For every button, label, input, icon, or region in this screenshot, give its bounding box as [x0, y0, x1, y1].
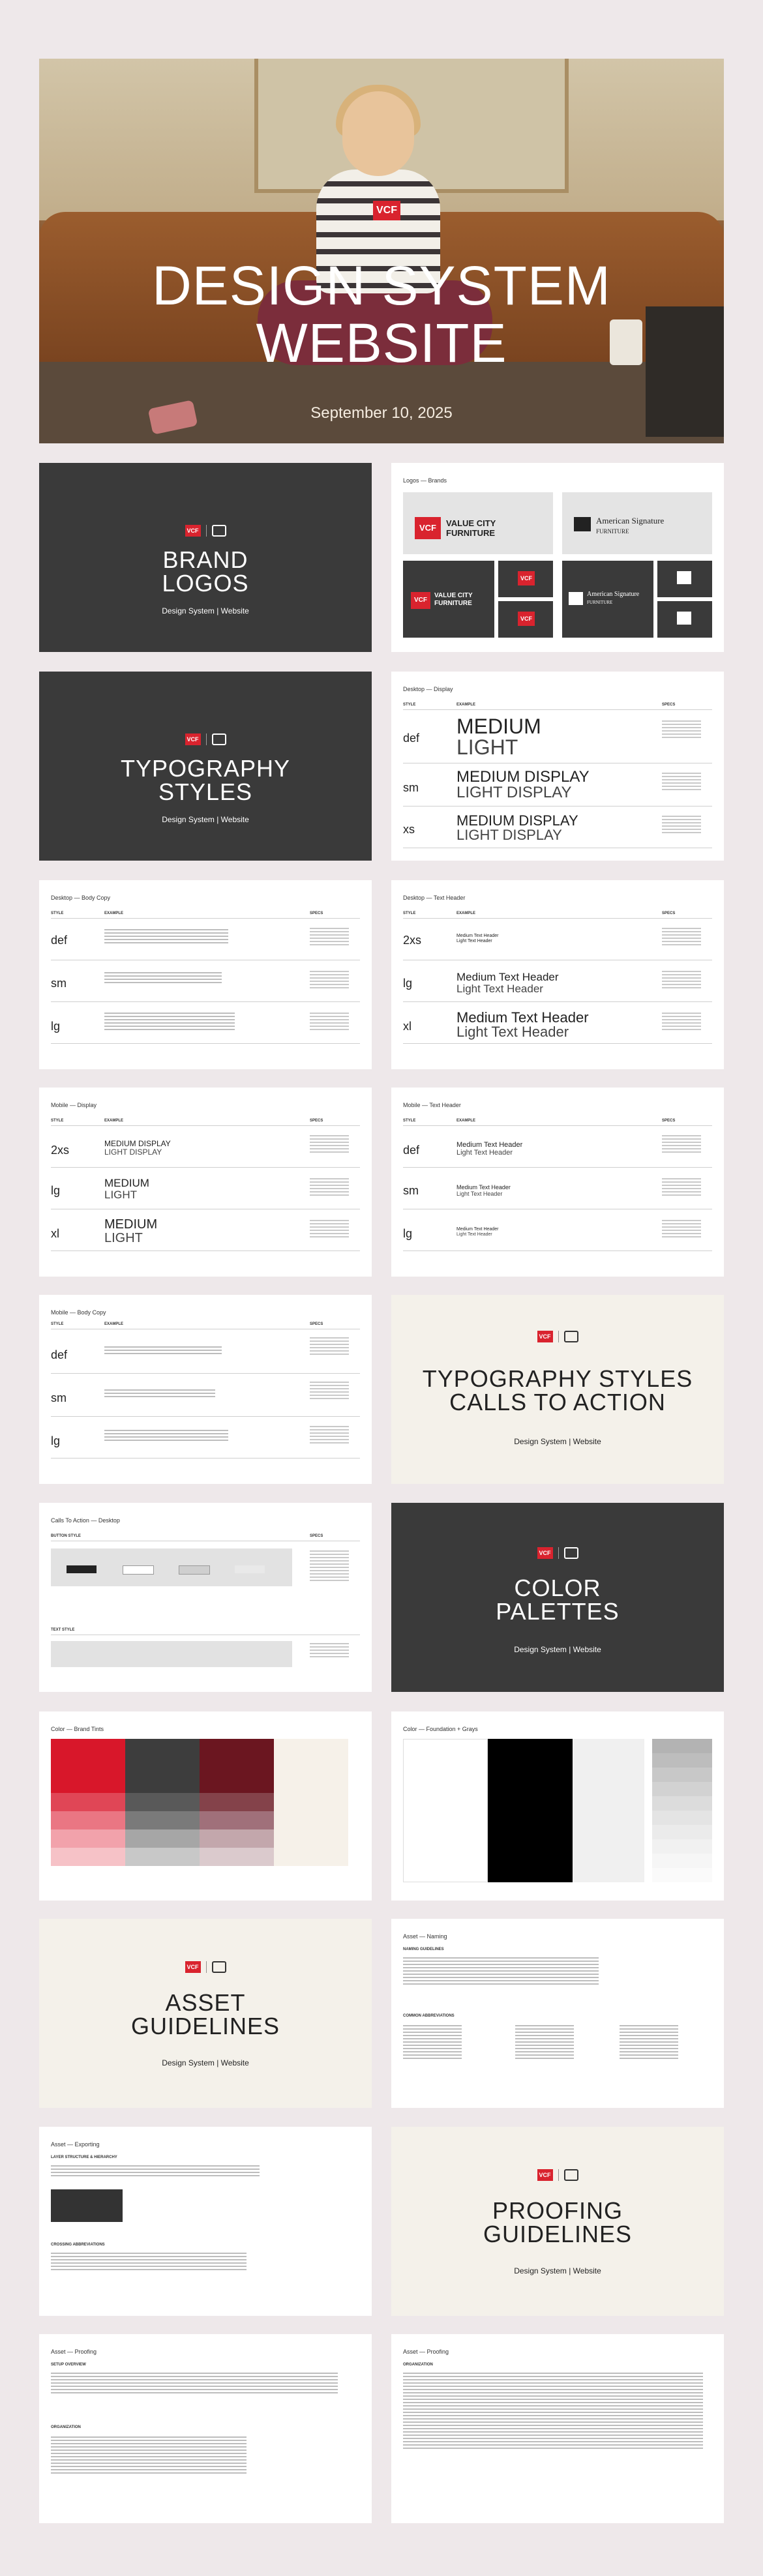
- asset-exporting-slide: Asset — Exporting LAYER STRUCTURE & HIERARCHY CROSSING ABBREVIATIONS: [39, 2127, 372, 2316]
- swatch-burgundy: [200, 1739, 274, 1793]
- cover-subtitle: Design System | Website: [162, 606, 249, 615]
- cover-logos: [39, 525, 372, 537]
- hero-title-line2: WEBSITE: [256, 312, 507, 374]
- hero-date: September 10, 2025: [310, 404, 453, 422]
- mobile-body-slide: Mobile — Body Copy STYLE EXAMPLE SPECS def sm lg: [39, 1295, 372, 1484]
- swatch-white: [403, 1739, 488, 1882]
- color-grays-slide: Color — Foundation + Grays: [391, 1711, 724, 1901]
- color-palettes-cover: VCF COLOR PALETTES Design System | Website: [391, 1503, 724, 1692]
- cover-title-line2: STYLES: [158, 778, 253, 805]
- chair-icon: [212, 733, 226, 745]
- hero-title-line1: DESIGN SYSTEM: [152, 255, 611, 316]
- asset-proofing-slide-2: Asset — Proofing ORGANIZATION: [391, 2334, 724, 2523]
- swatch-black: [488, 1739, 573, 1882]
- desktop-display-slide: Desktop — Display STYLE EXAMPLE SPECS def MEDIUM LIGHT sm MEDIUM DISPLAY LIGHT DISPLAY xs MEDIUM DISPLAY LIGHT DISPLAY: [391, 672, 724, 861]
- asset-naming-slide: Asset — Naming NAMING GUIDELINES COMMON ABBREVIATIONS: [391, 1919, 724, 2108]
- asset-guidelines-cover: VCF ASSET GUIDELINES Design System | Website: [39, 1919, 372, 2108]
- swatch-charcoal: [125, 1739, 200, 1793]
- vcf-logo: VCF: [185, 525, 201, 537]
- swatch-brand-red: [51, 1739, 125, 1793]
- cover-title-line2: LOGOS: [162, 570, 249, 597]
- brand-logos-cover: [39, 463, 372, 652]
- cover-title-line1: BRAND: [162, 546, 248, 573]
- chair-icon: [564, 1331, 578, 1342]
- layers-panel-example: [51, 2189, 123, 2222]
- logo-card-asf-dark: American Signature FURNITURE: [562, 561, 653, 638]
- logo-card-vcf-dark: VCF VALUE CITY FURNITURE: [403, 561, 494, 638]
- logo-card-asf-light: American Signature FURNITURE: [562, 492, 712, 554]
- disabled-button[interactable]: [235, 1565, 265, 1573]
- tertiary-button[interactable]: [179, 1565, 210, 1575]
- swatch-light-gray: [573, 1739, 644, 1882]
- slide-title: Logos — Brands: [403, 477, 447, 484]
- button-styles-panel: [51, 1548, 292, 1586]
- chair-icon: [212, 1961, 226, 1973]
- secondary-button[interactable]: [123, 1565, 154, 1575]
- mobile-display-slide: Mobile — Display STYLE EXAMPLE SPECS 2xs MEDIUM DISPLAY LIGHT DISPLAY lg MEDIUM LIGHT xl MEDIUM LIGHT: [39, 1088, 372, 1277]
- proofing-guidelines-cover: VCF PROOFING GUIDELINES Design System | Website: [391, 2127, 724, 2316]
- typography-cover: VCF TYPOGRAPHY STYLES Design System | Website: [39, 672, 372, 861]
- logo-card-vcf-light: VCF VALUE CITY FURNITURE: [403, 492, 553, 554]
- asset-proofing-slide-1: Asset — Proofing SETUP OVERVIEW ORGANIZATION: [39, 2334, 372, 2523]
- desktop-text-header-slide: Desktop — Text Header STYLE EXAMPLE SPECS 2xs Medium Text Header Light Text Header lg Medium Text Header Light Text Header xl Medium Text Header Light Text Header: [391, 880, 724, 1069]
- mobile-text-header-slide: Mobile — Text Header STYLE EXAMPLE SPECS def Medium Text Header Light Text Header sm Medium Text Header Light Text Header lg Medium Text Header Light Text Header: [391, 1088, 724, 1277]
- chair-icon: [564, 1547, 578, 1559]
- cover-title-line1: TYPOGRAPHY: [120, 755, 291, 782]
- vcf-logo: VCF: [373, 201, 400, 220]
- hero-slide: [39, 59, 724, 443]
- desktop-body-slide: Desktop — Body Copy STYLE EXAMPLE SPECS def sm lg: [39, 880, 372, 1069]
- cta-cover: VCF TYPOGRAPHY STYLES CALLS TO ACTION Design System | Website: [391, 1295, 724, 1484]
- color-brand-slide: Color — Brand Tints: [39, 1711, 372, 1901]
- chair-icon: [212, 525, 226, 537]
- primary-button[interactable]: [67, 1565, 97, 1573]
- logos-brands-slide: Logos — Brands VCF VALUE CITY FURNITURE American Signature FURNITURE VCF VALUE CITY FURNITURE VCF VCF American Signature FURNITURE: [391, 463, 724, 652]
- chair-icon: [564, 2169, 578, 2181]
- cta-desktop-slide: Calls To Action — Desktop BUTTON STYLE SPECS TEXT STYLE: [39, 1503, 372, 1692]
- text-styles-panel: [51, 1641, 292, 1667]
- swatch-cream: [274, 1739, 348, 1866]
